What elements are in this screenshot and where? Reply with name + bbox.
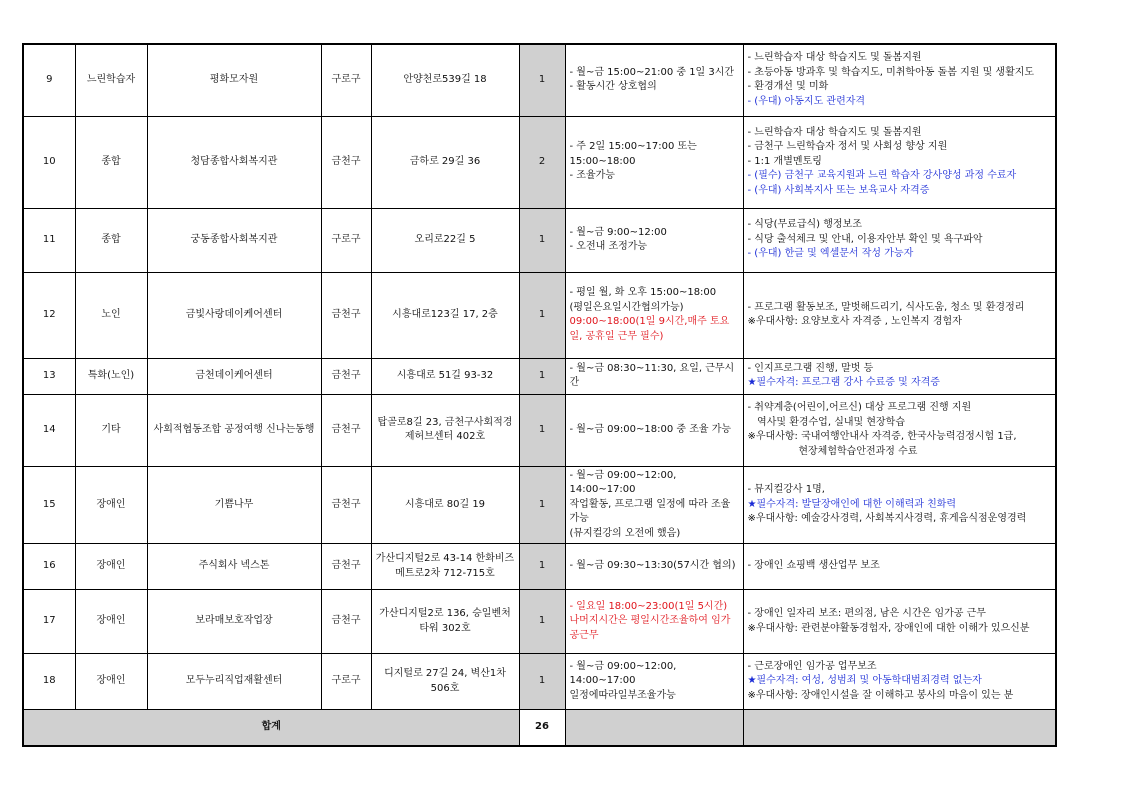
duties-cell	[743, 44, 1056, 116]
duty-line: - (우대) 한글 및 엑셀문서 작성 가능자	[747, 248, 914, 260]
category-cell: 느린학습자	[75, 44, 147, 116]
schedule-line: (평일은요일시간협의가능)	[569, 301, 684, 313]
duty-line: - 환경개선 및 미화	[747, 81, 829, 93]
schedule-cell	[565, 544, 743, 590]
duty-line: ※우대사항: 장애인시설을 잘 이해하고 봉사의 마음이 있는 분	[747, 689, 1014, 701]
duty-line: - 1:1 개별멘토링	[747, 155, 822, 167]
table-row	[23, 544, 1056, 590]
table-row	[23, 590, 1056, 654]
table-row	[23, 272, 1056, 358]
total-empty-cell	[743, 710, 1056, 746]
duties-cell	[743, 116, 1056, 208]
row-number-cell: 14	[23, 394, 75, 466]
duties-cell	[743, 358, 1056, 394]
table-row	[23, 44, 1056, 116]
schedule-line: - 월~금 09:30~13:30(57시간 협의)	[569, 560, 736, 572]
count-cell: 1	[519, 466, 565, 544]
schedule-cell	[565, 272, 743, 358]
organization-cell: 청담종합사회복지관	[147, 116, 321, 208]
row-number-cell: 10	[23, 116, 75, 208]
schedule-line: - 월~금 09:00~12:00, 14:00~17:00	[569, 660, 677, 687]
schedule-line: (뮤지컬강의 오전에 했음)	[569, 527, 681, 539]
duty-line: 역사및 환경수업, 실내및 현장학습	[747, 416, 905, 428]
row-number-cell: 15	[23, 466, 75, 544]
address-cell: 시흥대로123길 17, 2층	[371, 272, 519, 358]
table-row	[23, 654, 1056, 710]
count-cell: 1	[519, 394, 565, 466]
address-cell: 시흥대로 51길 93-32	[371, 358, 519, 394]
duty-line: - 식당 출석체크 및 안내, 이용자안부 확인 및 욕구파악	[747, 233, 983, 245]
organization-cell: 모두누리직업재활센터	[147, 654, 321, 710]
schedule-line: - 월~금 9:00~12:00	[569, 226, 667, 238]
duty-line: - 금천구 느린학습자 정서 및 사회성 향상 지원	[747, 141, 948, 153]
duties-cell	[743, 466, 1056, 544]
district-cell: 구로구	[321, 208, 371, 272]
schedule-cell	[565, 358, 743, 394]
address-cell: 오리로22길 5	[371, 208, 519, 272]
duty-line: - 뮤지컬강사 1명,	[747, 484, 825, 495]
category-cell: 장애인	[75, 654, 147, 710]
schedule-cell	[565, 394, 743, 466]
duty-line: - (우대) 사회복지사 또는 보육교사 자격증	[747, 184, 930, 196]
count-cell: 1	[519, 44, 565, 116]
category-cell: 장애인	[75, 466, 147, 544]
address-cell: 탑골로8길 23, 금천구사회적경제허브센터 402호	[371, 394, 519, 466]
schedule-line: 나머지시간은 평일시간조율하여 임가공근무	[569, 615, 731, 641]
district-cell: 금천구	[321, 394, 371, 466]
count-cell: 1	[519, 544, 565, 590]
address-cell: 가산디지털2로 136, 승일벤처타워 302호	[371, 590, 519, 654]
address-cell: 안양천로539길 18	[371, 44, 519, 116]
count-cell: 1	[519, 654, 565, 710]
duties-cell	[743, 208, 1056, 272]
district-cell: 금천구	[321, 590, 371, 654]
duty-line: - 장애인 쇼핑백 생산업무 보조	[747, 560, 880, 572]
row-number-cell: 17	[23, 590, 75, 654]
table-row	[23, 394, 1056, 466]
duties-cell	[743, 590, 1056, 654]
organization-cell: 보라매보호작업장	[147, 590, 321, 654]
count-cell: 1	[519, 358, 565, 394]
total-row	[23, 710, 1056, 746]
schedule-line: - 월~금 09:00~12:00, 14:00~17:00	[569, 469, 677, 495]
schedule-line: - 월~금 09:00~18:00 중 조율 가능	[569, 423, 732, 435]
category-cell: 기타	[75, 394, 147, 466]
organization-cell: 주식회사 넥스톤	[147, 544, 321, 590]
address-cell: 시흥대로 80길 19	[371, 466, 519, 544]
schedule-line: - 조율가능	[569, 170, 615, 182]
duty-line: ★필수자격: 여성, 성범죄 및 아동학대범죄경력 없는자	[747, 675, 982, 687]
duties-cell	[743, 544, 1056, 590]
table-row	[23, 358, 1056, 394]
category-cell: 종합	[75, 208, 147, 272]
row-number-cell: 11	[23, 208, 75, 272]
schedule-cell	[565, 208, 743, 272]
count-cell: 1	[519, 590, 565, 654]
category-cell: 종합	[75, 116, 147, 208]
district-cell: 구로구	[321, 44, 371, 116]
duty-line: ※우대사항: 국내여행안내사 자격증, 한국사능력검정시험 1급,	[747, 431, 1017, 442]
organization-cell: 사회적협동조합 공정여행 신나는동행	[147, 394, 321, 466]
category-cell: 노인	[75, 272, 147, 358]
duty-line: - 인지프로그램 진행, 말벗 등	[747, 362, 874, 374]
address-cell: 가산디지털2로 43-14 한화비즈메트로2차 712-715호	[371, 544, 519, 590]
duties-cell	[743, 272, 1056, 358]
count-cell: 1	[519, 208, 565, 272]
duty-line: ★필수자격: 프로그램 강사 수료증 및 자격증	[747, 377, 940, 388]
table-row	[23, 116, 1056, 208]
organization-cell: 궁동종합사회복지관	[147, 208, 321, 272]
organization-cell: 금빛사랑데이케어센터	[147, 272, 321, 358]
duty-line: - 프로그램 활동보조, 말벗해드리기, 식사도움, 청소 및 환경정리	[747, 301, 1025, 313]
organization-cell: 기쁨나무	[147, 466, 321, 544]
duty-line: ※우대사항: 관련분야활동경험자, 장애인에 대한 이해가 있으신분	[747, 622, 1030, 634]
duty-line: ※우대사항: 요양보호사 자격증 , 노인복지 경험자	[747, 316, 962, 327]
row-number-cell: 12	[23, 272, 75, 358]
row-number-cell: 13	[23, 358, 75, 394]
category-cell: 특화(노인)	[75, 358, 147, 394]
district-cell: 금천구	[321, 116, 371, 208]
schedule-cell	[565, 116, 743, 208]
district-cell: 금천구	[321, 358, 371, 394]
table-body	[23, 44, 1056, 746]
schedule-cell	[565, 654, 743, 710]
duty-line: - 초등아동 방과후 및 학습지도, 미취학아동 돌봄 지원 및 생활지도	[747, 66, 1035, 78]
duty-line: 현장체험학습안전과정 수료	[747, 445, 918, 457]
duty-line: - (필수) 금천구 교육지원과 느린 학습자 강사양성 과정 수료자	[747, 170, 1017, 182]
district-cell: 금천구	[321, 272, 371, 358]
district-cell: 구로구	[321, 654, 371, 710]
duty-line: - 취약계층(어린이,어르신) 대상 프로그램 진행 지원	[747, 402, 972, 413]
duty-line: - 식당(무료급식) 행정보조	[747, 219, 862, 231]
duty-line: - 느린학습자 대상 학습지도 및 돌봄지원	[747, 126, 922, 138]
row-number-cell: 9	[23, 44, 75, 116]
volunteer-table	[22, 43, 1057, 747]
schedule-line: - 월~금 15:00~21:00 중 1일 3시간	[569, 66, 735, 78]
row-number-cell: 18	[23, 654, 75, 710]
total-empty-cell	[565, 710, 743, 746]
schedule-line: - 평일 월, 화 오후 15:00~18:00	[569, 287, 717, 298]
duty-line: ★필수자격: 발달장애인에 대한 이해력과 친화력	[747, 498, 957, 510]
duties-cell	[743, 654, 1056, 710]
schedule-cell	[565, 590, 743, 654]
district-cell: 금천구	[321, 544, 371, 590]
count-cell: 1	[519, 272, 565, 358]
address-cell: 디지털로 27길 24, 벽산1차 506호	[371, 654, 519, 710]
duty-line: - (우대) 아동지도 관련자격	[747, 95, 866, 107]
count-cell: 2	[519, 116, 565, 208]
duty-line: - 근로장애인 임가공 업무보조	[747, 660, 877, 672]
row-number-cell: 16	[23, 544, 75, 590]
schedule-line: - 오전내 조정가능	[569, 241, 648, 252]
duty-line: ※우대사항: 예술강사경력, 사회복지사경력, 휴게음식점운영경력	[747, 513, 1027, 524]
schedule-line: - 월~금 08:30~11:30, 요일, 근무시간	[569, 362, 735, 388]
duty-line: - 느린학습자 대상 학습지도 및 돌봄지원	[747, 52, 922, 64]
address-cell: 금하로 29길 36	[371, 116, 519, 208]
schedule-line: - 일요일 18:00~23:00(1일 5시간)	[569, 600, 728, 612]
table-row	[23, 466, 1056, 544]
total-count: 26	[519, 710, 565, 746]
schedule-line: 09:00~18:00(1일 9시간,매주 토요일, 공휴일 근무 필수)	[569, 316, 730, 342]
total-label: 합계	[23, 710, 519, 746]
district-cell: 금천구	[321, 466, 371, 544]
organization-cell: 금천데이케어센터	[147, 358, 321, 394]
schedule-line: - 주 2일 15:00~17:00 또는 15:00~18:00	[569, 141, 697, 167]
schedule-line: - 활동시간 상호협의	[569, 81, 657, 93]
schedule-line: 작업활동, 프로그램 일정에 따라 조율 가능	[569, 498, 731, 524]
schedule-cell	[565, 466, 743, 544]
organization-cell: 평화모자원	[147, 44, 321, 116]
table-row	[23, 208, 1056, 272]
schedule-line: 일정에따라일부조율가능	[569, 689, 676, 701]
duties-cell	[743, 394, 1056, 466]
schedule-cell	[565, 44, 743, 116]
category-cell: 장애인	[75, 590, 147, 654]
duty-line: - 장애인 일자리 보조: 편의점, 남은 시간은 임가공 근무	[747, 608, 986, 619]
category-cell: 장애인	[75, 544, 147, 590]
